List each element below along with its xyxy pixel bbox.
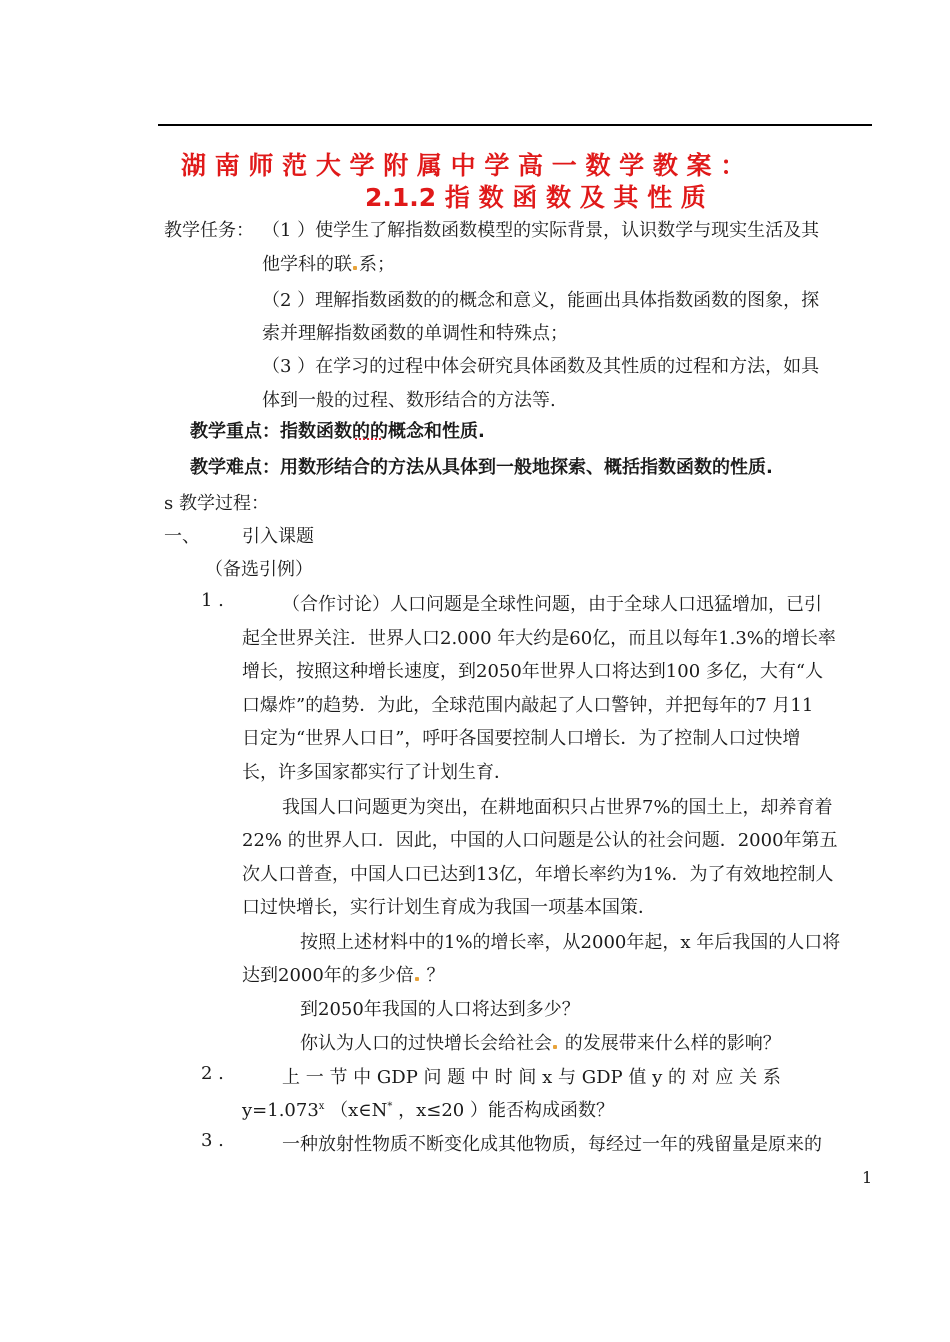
question-3: 你认为人口的过快增长会给社会 的发展带来什么样的影响？: [300, 1033, 781, 1054]
example-2-line-1: 上 一 节 中 GDP 问 题 中 时 间 x 与 GDP 值 y 的 对 应 关 系: [282, 1067, 781, 1088]
stray-mark: [353, 266, 357, 270]
example-2-line-2: $y=1.073^x$ （x∈N* ，x≤20 ）能否构成函数？: [242, 1100, 614, 1121]
section-1-number: 一、: [164, 526, 200, 547]
example-1-line-1: （合作讨论）人口问题是全球性问题，由于全球人口迅猛增加，已引: [282, 594, 822, 615]
task-1-line-a: （1 ）使学生了解指数函数模型的实际背景，认识数学与现实生活及其: [262, 220, 820, 241]
question-2: 到2050年我国的人口将达到多少？: [300, 999, 580, 1020]
example-1-para-2-line-4: 口过快增长，实行计划生育成为我国一项基本国策．: [242, 897, 656, 918]
example-1-line-5: 日定为“世界人口日”，呼吁各国要控制人口增长．为了控制人口过快增: [242, 728, 801, 749]
task-3-line-a: （3 ）在学习的过程中体会研究具体函数及其性质的过程和方法，如具: [262, 356, 820, 377]
example-1-para-2-line-2: 22% 的世界人口．因此，中国的人口问题是公认的社会问题．2000年第五: [242, 830, 838, 851]
example-1-line-3: 增长，按照这种增长速度，到2050年世界人口将达到100 多亿，大有“人: [242, 661, 824, 682]
alt-examples-label: （备选引例）: [205, 559, 313, 580]
key-point: 教学重点：指数函数的的概念和性质.: [190, 421, 485, 442]
document-title-line1: 湖 南 师 范 大 学 附 属 中 学 高 一 数 学 教 案 ：: [181, 151, 746, 180]
stray-mark: [553, 1045, 557, 1049]
example-1-para-2-line-3: 次人口普查，中国人口已达到13亿，年增长率约为1%．为了有效地控制人: [242, 864, 834, 885]
example-1-para-2-line-1: 我国人口问题更为突出，在耕地面积只占世界7%的国土上，却养育着: [282, 797, 833, 818]
example-1-line-2: 起全世界关注．世界人口2.000 年大约是60亿，而且以每年1.3%的增长率: [242, 628, 836, 649]
header-rule: [158, 124, 872, 126]
task-1-line-b: 他学科的联 系；: [262, 254, 395, 275]
spelling-underline: [355, 434, 381, 440]
example-1-number: 1 .: [201, 590, 224, 611]
example-1-line-4: 口爆炸”的趋势．为此，全球范围内敲起了人口警钟，并把每年的7 月11: [242, 695, 814, 716]
tasks-label: 教学任务：: [164, 220, 254, 241]
question-1-line-a: 按照上述材料中的1%的增长率，从2000年起，x 年后我国的人口将: [300, 932, 841, 953]
example-2-number: 2 .: [201, 1063, 224, 1084]
section-1-title: 引入课题: [242, 526, 314, 547]
task-2-line-b: 索并理解指数函数的单调性和特殊点；: [262, 323, 568, 344]
task-2-line-a: （2 ）理解指数函数的的概念和意义，能画出具体指数函数的图象，探: [262, 290, 820, 311]
question-1-line-b: 达到2000年的多少倍 ？: [242, 965, 445, 986]
example-3-number: 3 .: [201, 1130, 224, 1151]
task-3-line-b: 体到一般的过程、数形结合的方法等.: [262, 390, 556, 411]
example-3-line-1: 一种放射性物质不断变化成其他物质，每经过一年的残留量是原来的: [282, 1134, 822, 1155]
page-number: 1: [862, 1168, 873, 1187]
difficulty-point: 教学难点：用数形结合的方法从具体到一般地探索、概括指数函数的性质.: [190, 457, 773, 478]
example-1-line-6: 长，许多国家都实行了计划生育．: [242, 762, 512, 783]
document-title-line2: 2.1.2 指 数 函 数 及 其 性 质: [365, 183, 706, 212]
stray-mark: [415, 977, 419, 981]
process-label: s 教学过程：: [164, 493, 269, 514]
